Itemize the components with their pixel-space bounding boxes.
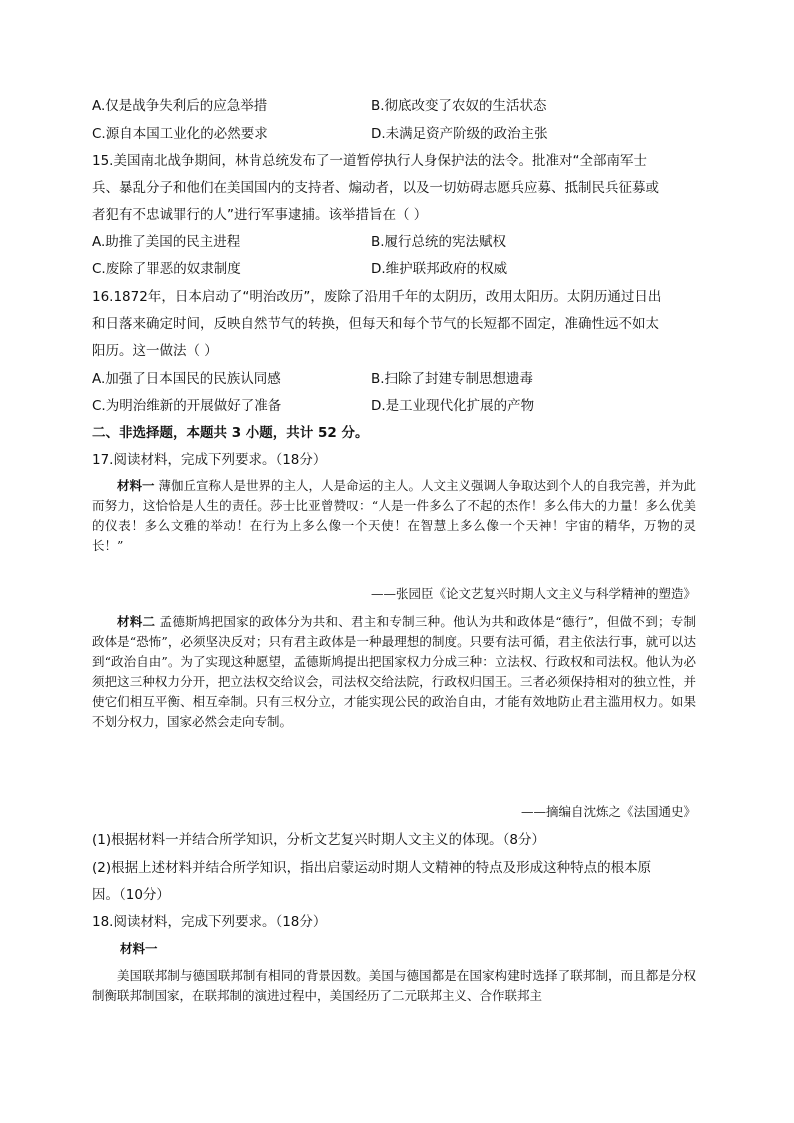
q17-material-2-label: 材料二	[117, 614, 156, 629]
q18-material-1-text: 美国联邦制与德国联邦制有相同的背景因数。美国与德国都是在国家构建时选择了联邦制，而且都是分权制衡联邦制国家，在联邦制的演进过程中，美国经历了二元联邦主义、合作联邦主	[92, 968, 696, 1003]
q15-option-b: B.履行总统的宪法赋权	[371, 234, 507, 250]
q17-material-2-source: ——摘编自沈炼之《法国通史》	[520, 804, 696, 819]
q16-option-a: A.加强了日本国民的民族认同感	[92, 371, 281, 387]
q17-subquestion-2-line-2: 因。（10分）	[92, 887, 170, 903]
q17-material-1	[92, 476, 696, 580]
q14-option-a: A.仅是战争失利后的应急举措	[92, 98, 268, 114]
q17-subquestion-1: (1)根据材料一并结合所学知识，分析文艺复兴时期人文主义的体现。（8分）	[92, 832, 545, 848]
q16-stem-line-1: 16.1872年，日本启动了“明治改历”，废除了沿用千年的太阴历，改用太阳历。太阴历通过日出	[92, 289, 662, 305]
q15-stem-line-2: 兵、暴乱分子和他们在美国国内的支持者、煽动者，以及一切妨碍志愿兵应募、抵制民兵征募或	[92, 180, 659, 196]
q15-stem-line-3: 者犯有不忠诚罪行的人”进行军事逮捕。该举措旨在（ ）	[92, 207, 428, 223]
q16-option-c: C.为明治维新的开展做好了准备	[92, 398, 282, 414]
q17-material-2	[92, 612, 696, 798]
q15-option-d: D.维护联邦政府的权威	[371, 261, 508, 277]
q17-stem: 17.阅读材料，完成下列要求。（18分）	[92, 452, 327, 468]
q18-stem: 18.阅读材料，完成下列要求。（18分）	[92, 914, 327, 930]
q15-option-a: A.助推了美国的民主进程	[92, 234, 241, 250]
q17-material-2-text: 孟德斯鸠把国家的政体分为共和、君主和专制三种。他认为共和政体是“德行”，但做不到；专制政体是“恐怖”，必须坚决反对；只有君主政体是一种最理想的制度。只要有法可循，君主依法行事，就可以达到“政治自由”。为了实现这种愿望，孟德斯鸠提出把国家权力分成三种：立法权、行政权和司法权。他认为必须把这三种权力分开，把立法权交给议会，司法权交给法院，行政权归国王。三者必须保持相对的独立性，并使它们相互平衡、相互牵制。只有三权分立，才能实现公民的政治自由，才能有效地防止君主滥用权力。如果不划分权力，国家必然会走向专制。	[92, 614, 696, 729]
q14-option-b: B.彻底改变了农奴的生活状态	[371, 98, 547, 114]
q16-stem-line-2: 和日落来确定时间，反映自然节气的转换，但每天和每个节气的长短都不固定，准确性远不如太	[92, 316, 659, 332]
q17-material-1-label: 材料一	[117, 478, 155, 493]
q16-option-d: D.是工业现代化扩展的产物	[371, 398, 535, 414]
q14-option-c: C.源自本国工业化的必然要求	[92, 126, 268, 142]
q14-option-d: D.未满足资产阶级的政治主张	[371, 126, 548, 142]
q18-material-1-label: 材料一	[120, 941, 158, 956]
q15-stem-line-1: 15.美国南北战争期间，林肯总统发布了一道暂停执行人身保护法的法令。批准对“全部南军士	[92, 153, 647, 169]
section-2-heading: 二、非选择题，本题共 3 小题，共计 52 分。	[92, 425, 369, 441]
q17-material-1-source: ——张园臣《论文艺复兴时期人文主义与科学精神的塑造》	[370, 586, 696, 601]
q17-subquestion-2-line-1: (2)根据上述材料并结合所学知识，指出启蒙运动时期人文精神的特点及形成这种特点的根本原	[92, 860, 652, 876]
q16-option-b: B.扫除了封建专制思想遗毒	[371, 371, 534, 387]
q15-option-c: C.废除了罪恶的奴隶制度	[92, 261, 241, 277]
q17-material-1-text: 薄伽丘宣称人是世界的主人，人是命运的主人。人文主义强调人争取达到个人的自我完善，并为此而努力，这恰恰是人生的责任。莎士比亚曾赞叹：“人是一件多么了不起的杰作！多么伟大的力量！多么优美的仪表！多么文雅的举动！在行为上多么像一个天使！在智慧上多么像一个天神！宇宙的精华，万物的灵长！”	[92, 478, 696, 553]
q16-stem-line-3: 阳历。这一做法（ ）	[92, 343, 218, 359]
q18-material-1	[92, 966, 696, 1026]
